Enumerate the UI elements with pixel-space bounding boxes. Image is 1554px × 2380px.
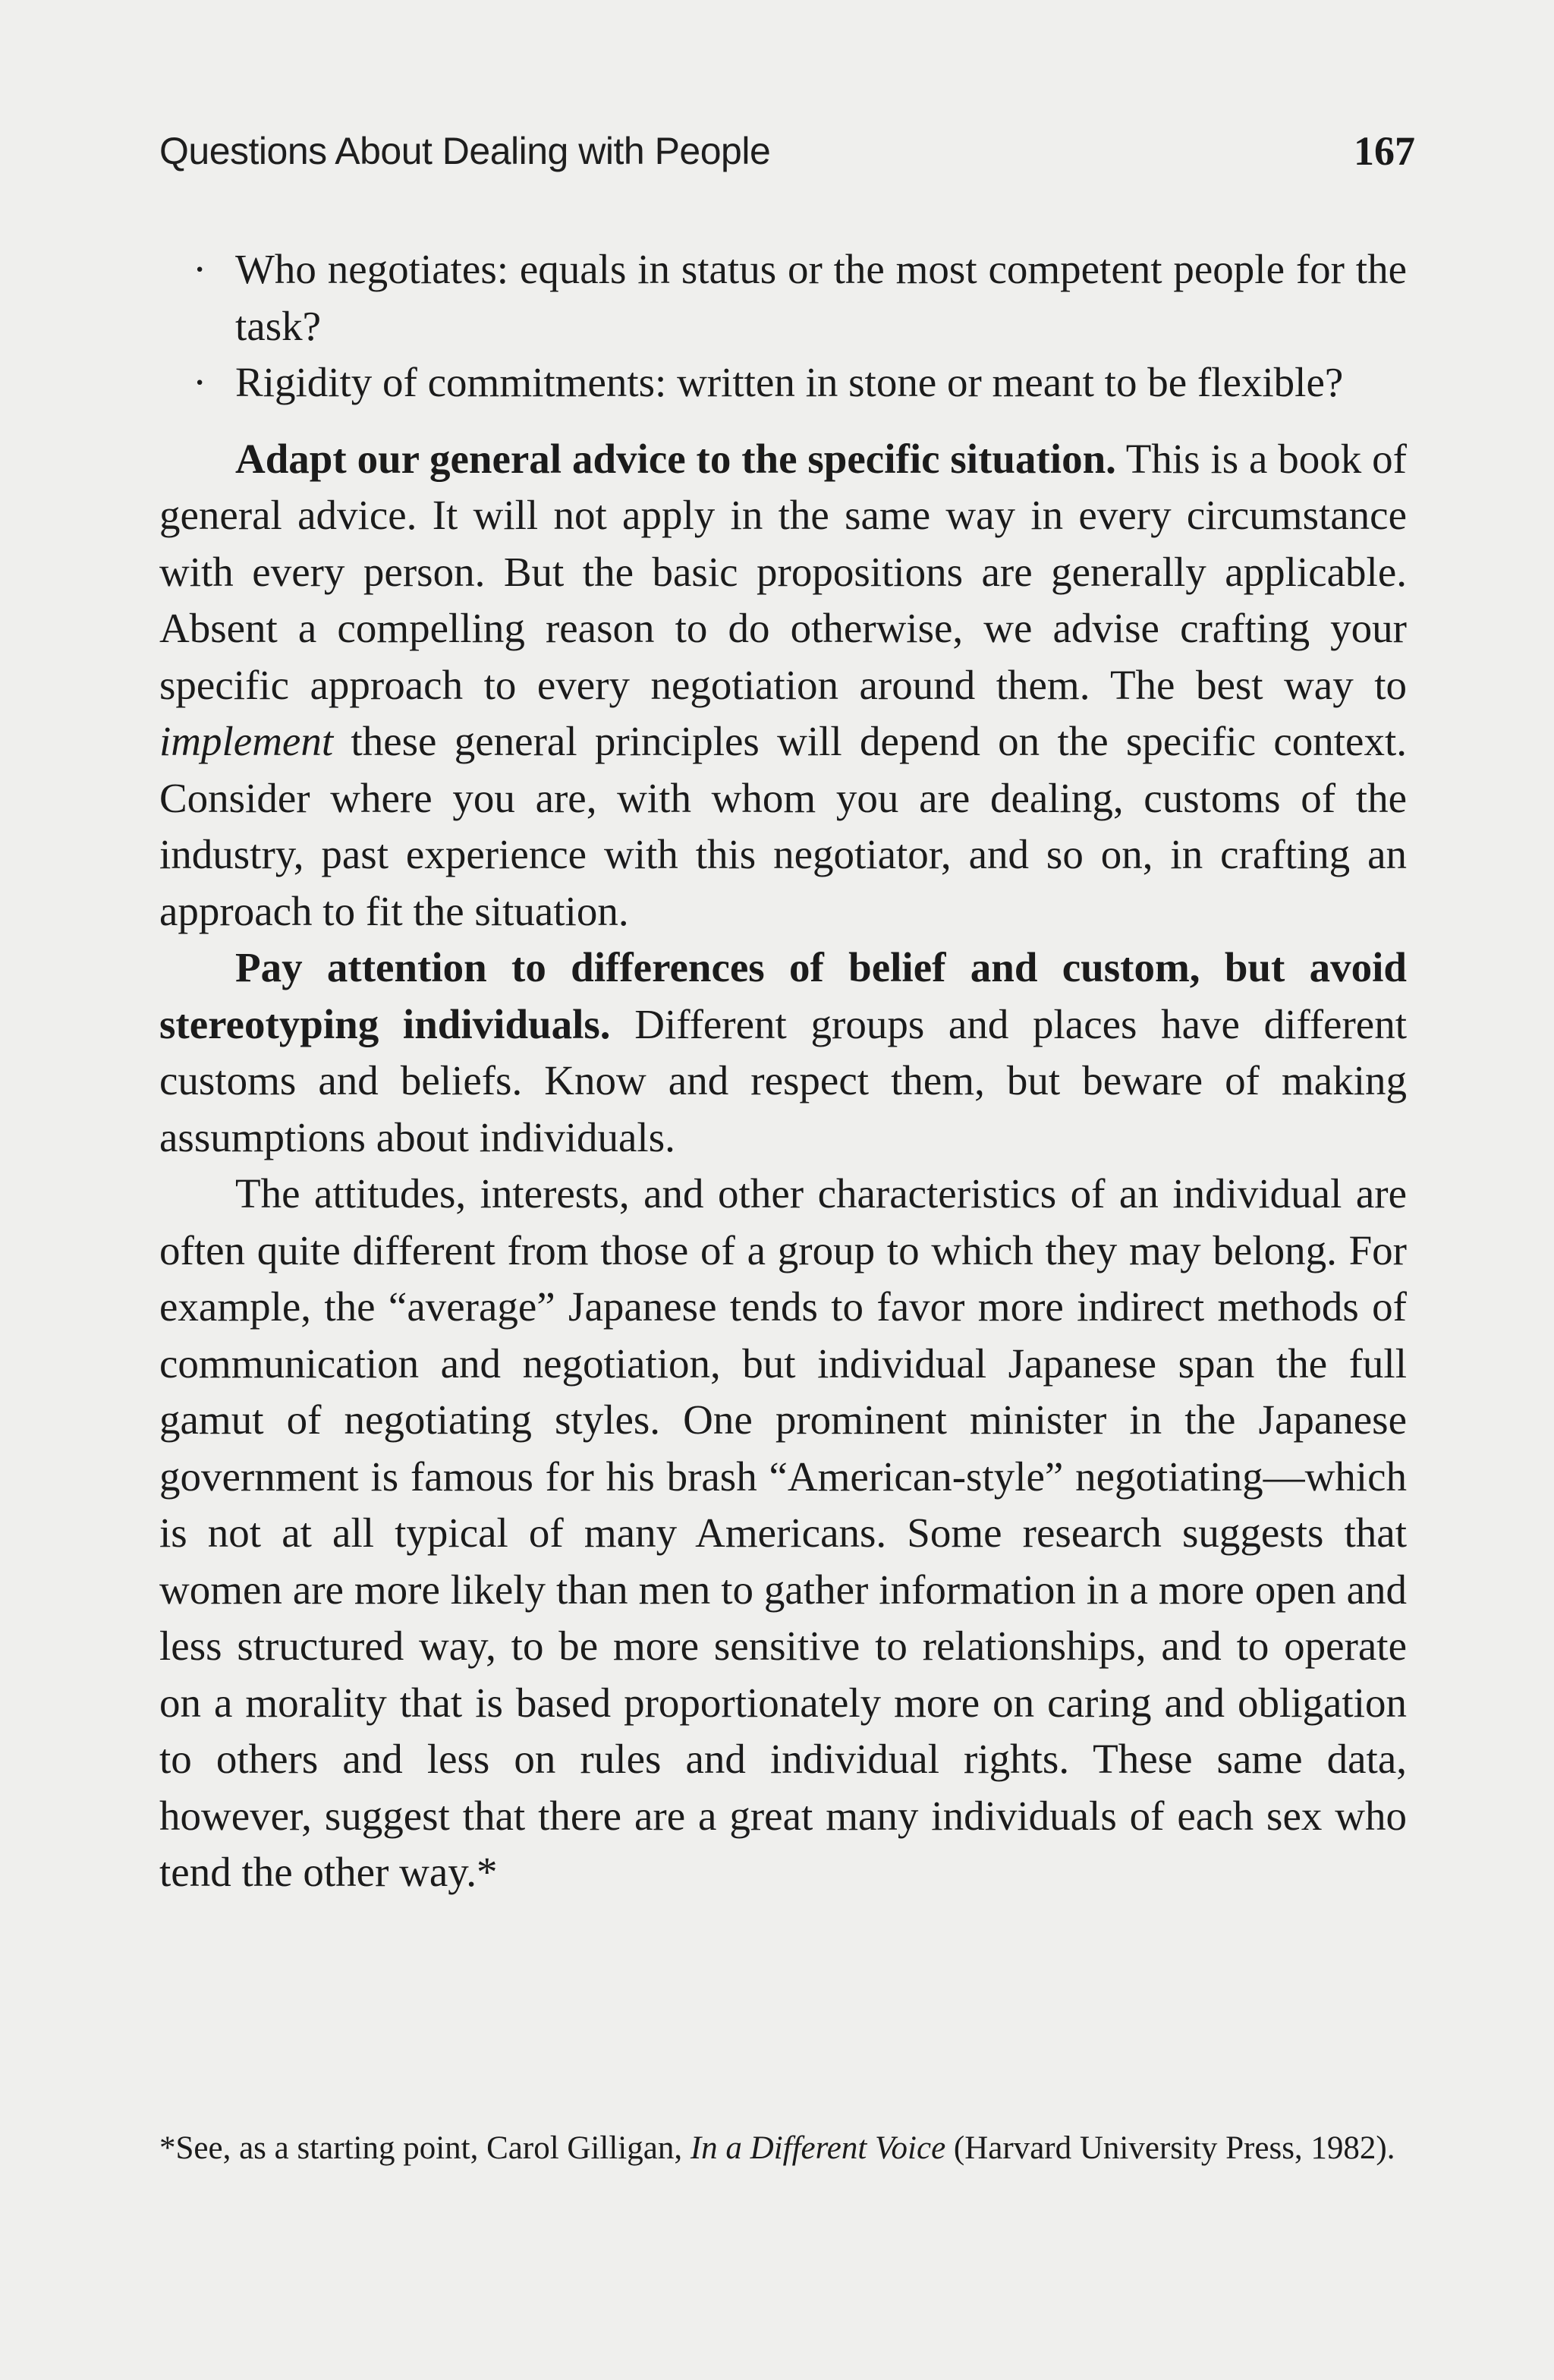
paragraph-differences bbox=[159, 940, 1407, 1166]
page-header bbox=[159, 129, 1415, 182]
paragraph-lead: Adapt our general advice to the specific situation. bbox=[235, 435, 1116, 482]
paragraph-text: Different groups and places have different customs and beliefs. Know and respect them, but beware of making assumptions about individuals. bbox=[159, 1000, 1407, 1160]
footnote-book-title: In a Different Voice bbox=[690, 2130, 946, 2166]
footnote-text: (Harvard University Press, 1982). bbox=[945, 2130, 1395, 2166]
footnote-text: *See, as a starting point, Carol Gilligan, bbox=[159, 2130, 690, 2166]
page-number: 167 bbox=[1354, 128, 1415, 174]
list-item bbox=[159, 241, 1407, 354]
body-text bbox=[159, 241, 1407, 1901]
paragraph-lead: Pay attention to differences of belief and custom, but avoid stereotyping individuals. bbox=[159, 944, 1407, 1047]
paragraph-adapt-advice bbox=[159, 431, 1407, 940]
paragraph-text: these general principles will depend on the specific context. Consider where you are, with whom you are dealing, customs of the industry, past experience with this negotiator, and so on, in crafting an approach to fit the situation. bbox=[159, 718, 1407, 934]
paragraph-attitudes: The attitudes, interests, and other characteristics of an individual are often quite different from those of a group to which they may belong. For example, the “average” Japanese tends to favor more indirect methods of communication and negotiation, but individual Japanese span the full gamut of negotiating styles. One prominent minister in the Japanese government is famous for his brash “American-style” negotiating—which is not at all typical of many Americans. Some research suggests that women are more likely than men to gather information in a more open and less structured way, to be more sensitive to relationships, and to operate on a morality that is based proportionately more on caring and obligation to others and less on rules and individual rights. These same data, however, suggest that there are a great many individuals of each sex who tend the other way.* bbox=[159, 1170, 1407, 1895]
running-title: Questions About Dealing with People bbox=[159, 130, 771, 172]
bullet-icon: · bbox=[193, 359, 207, 405]
bullet-list bbox=[159, 241, 1407, 411]
emphasis-text: implement bbox=[159, 718, 334, 764]
paragraph-text: This is a book of general advice. It will not apply in the same way in every circumstance with every person. But the basic propositions are generally applicable. Absent a compelling reason to do otherwise, we advise crafting your specific approach to every negotiation around them. The best way to bbox=[159, 435, 1407, 708]
bullet-icon: · bbox=[193, 246, 207, 292]
footnote bbox=[159, 2125, 1407, 2172]
bullet-text: Who negotiates: equals in status or the most competent people for the task? bbox=[235, 246, 1407, 349]
bullet-text: Rigidity of commitments: written in stone or meant to be flexible? bbox=[235, 359, 1344, 405]
list-item bbox=[159, 354, 1407, 411]
